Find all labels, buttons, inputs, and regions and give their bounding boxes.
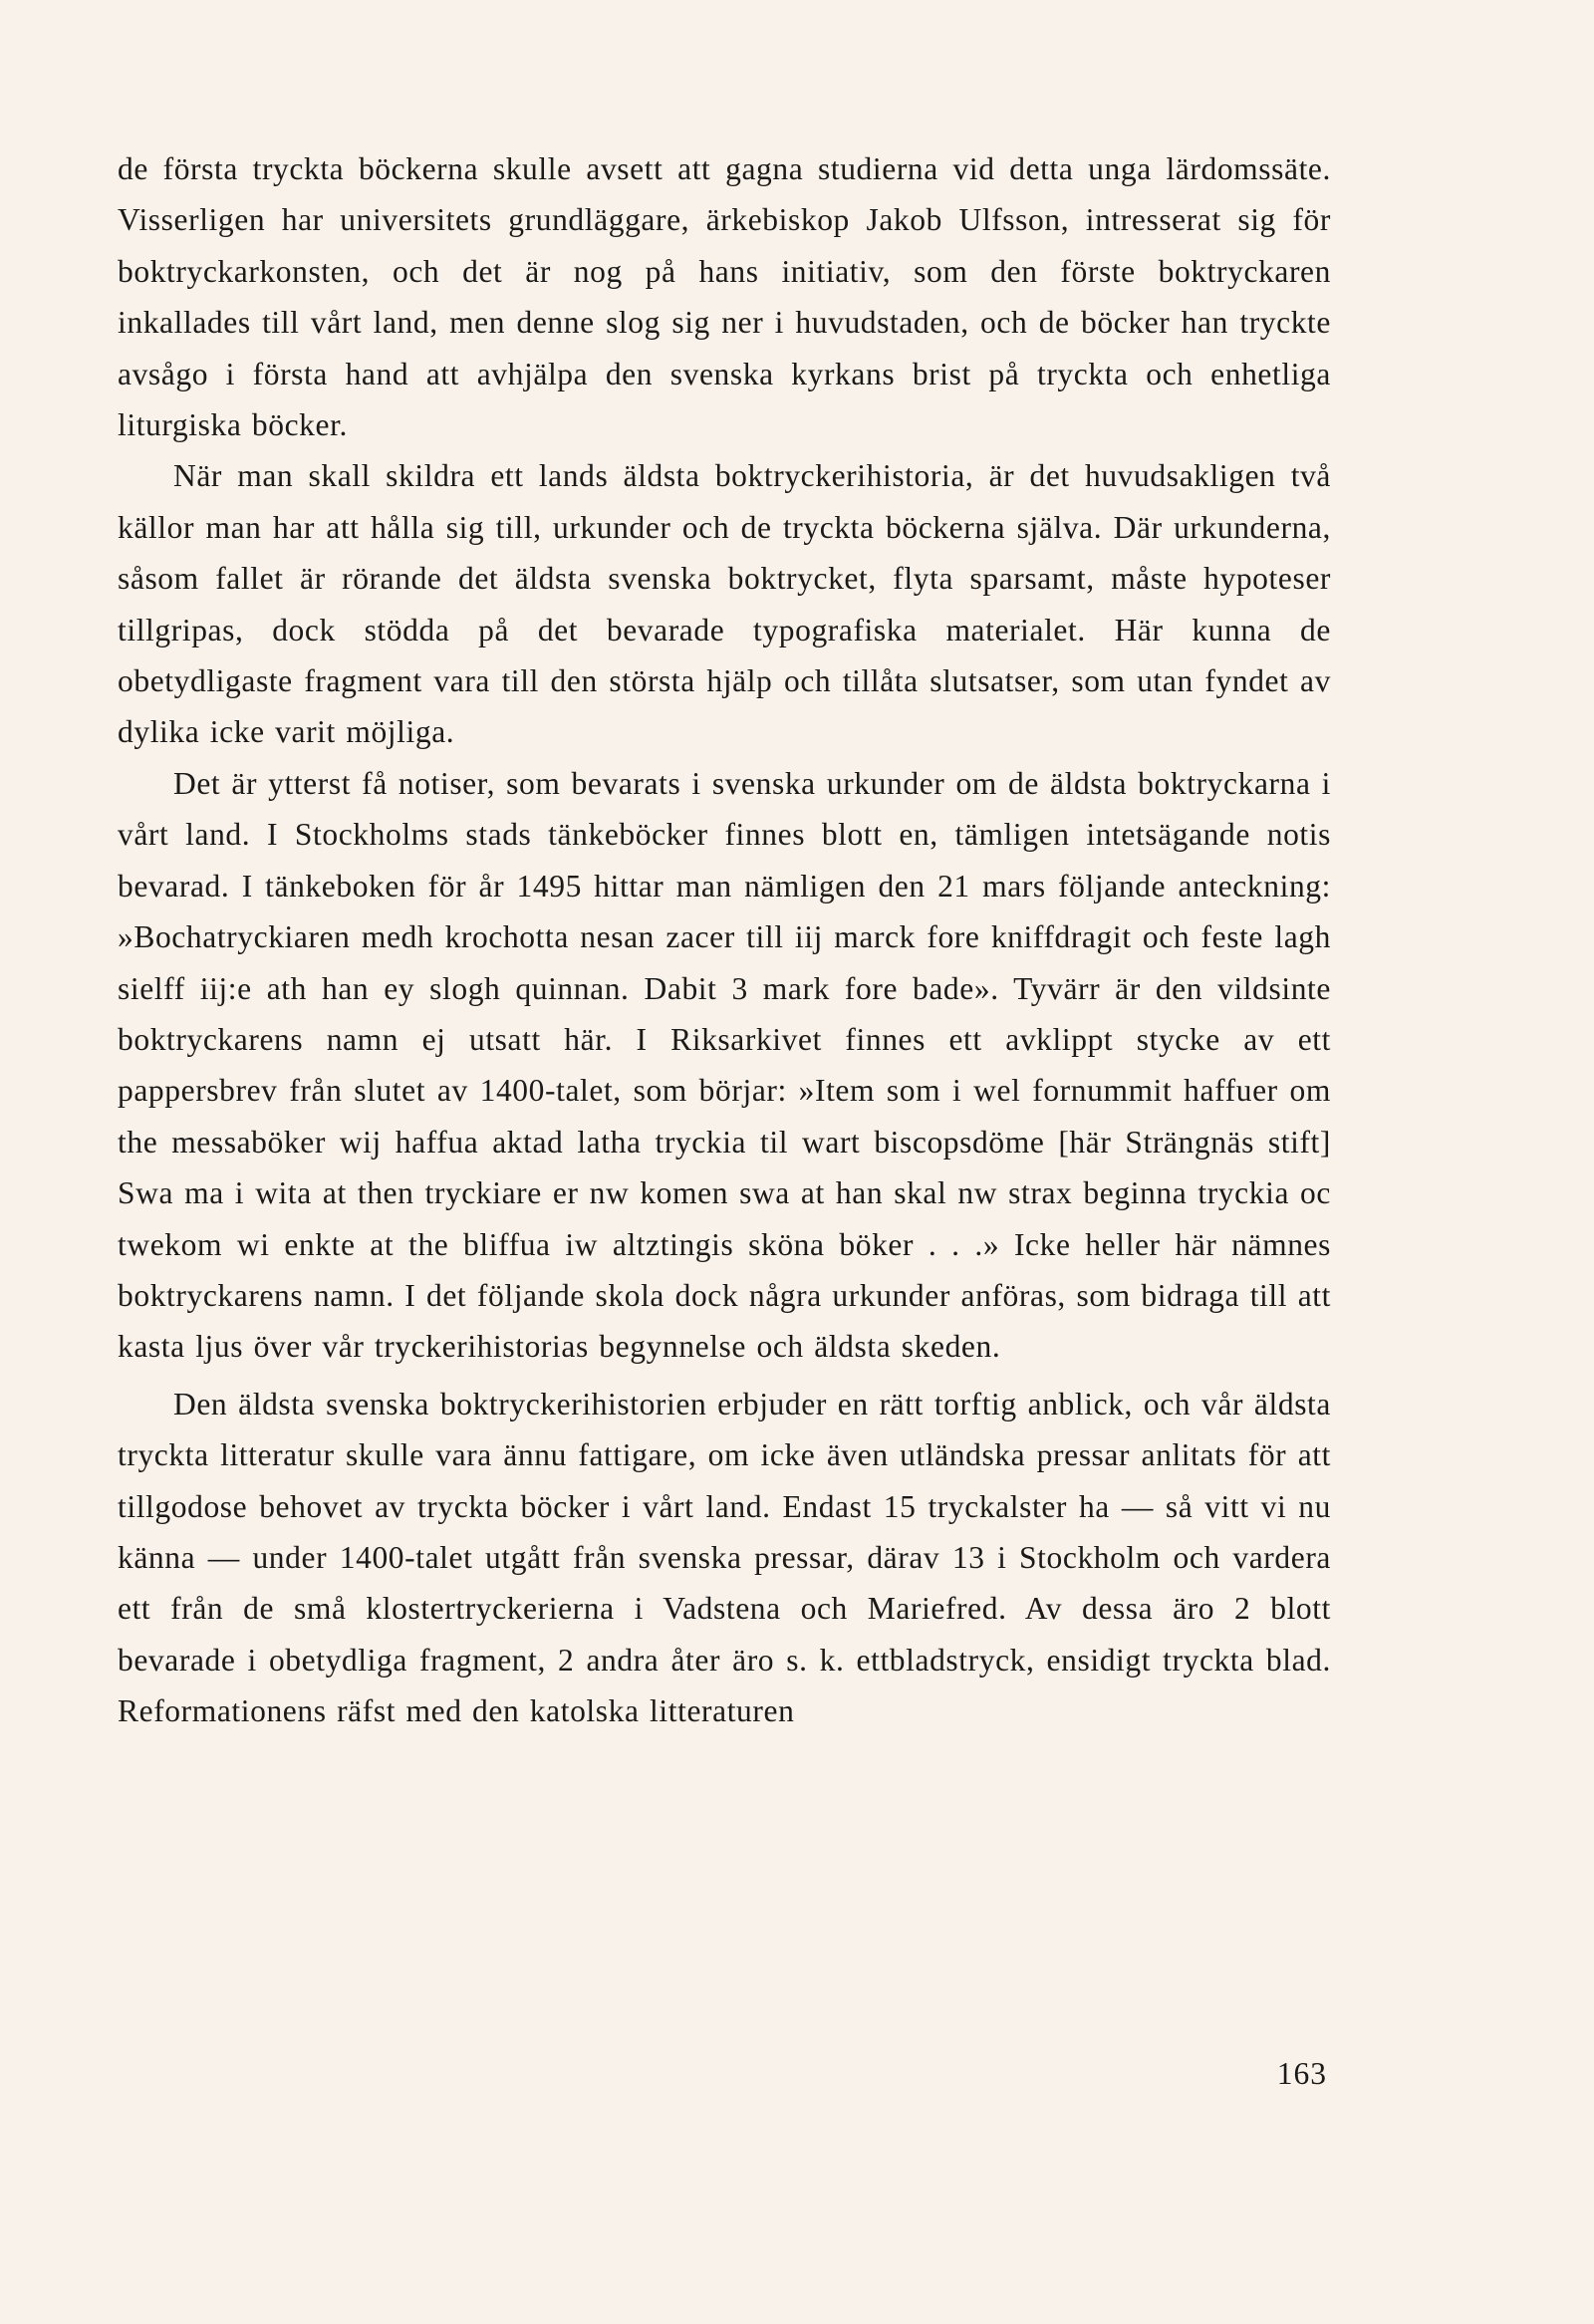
- paragraph-2: När man skall skildra ett lands äldsta boktryckerihistoria, är det huvudsakligen två källor man har att hålla sig till, urkunder och de tryckta böckerna själva. Där urkunderna, såsom fallet är rörande det äldsta svenska boktrycket, flyta sparsamt, måste hypoteser tillgripas, dock stödda på det bevarade typografiska materialet. Här kunna de obetydligaste fragment vara till den största hjälp och tillåta slutsatser, som utan fyndet av dylika icke varit möjliga.: [118, 458, 1331, 750]
- paragraph-3: Det är ytterst få notiser, som bevarats i svenska urkunder om de äldsta boktryckarna i vårt land. I Stockholms stads tänkeböcker finnes blott en, tämligen intetsägande notis bevarad. I tänkeboken för år 1495 hittar man nämligen den 21 mars följande anteckning: »Bochatryckiaren medh krochotta nesan zacer till iij marck fore kniffdragit och feste lagh sielff iij:e ath han ey slogh quinnan. Dabit 3 mark fore bade». Tyvärr är den vildsinte boktryckarens namn ej utsatt här. I Riksarkivet finnes ett avklippt stycke av ett pappersbrev från slutet av 1400-talet, som börjar: »Item som i wel fornummit haffuer om the messaböker wij haffua aktad latha tryckia til wart biscopsdöme [här Strängnäs stift] Swa ma i wita at then tryckiare er nw komen swa at han skal nw strax beginna tryckia oc twekom wi enkte at the bliffua iw altztingis sköna böker . . .» Icke heller här nämnes boktryckarens namn. I det följande skola dock några urkunder anföras, som bidraga till att kasta ljus över vår tryckerihistorias begynnelse och äldsta skeden.: [118, 765, 1331, 1365]
- paragraph-4: Den äldsta svenska boktryckerihistorien erbjuder en rätt torftig anblick, och vår äldsta tryckta litteratur skulle vara ännu fattigare, om icke även utländska pressar anlitats för att tillgodose behovet av tryckta böcker i vårt land. Endast 15 tryckalster ha — så vitt vi nu känna — under 1400-talet utgått från svenska pressar, därav 13 i Stockholm och vardera ett från de små klostertryckerierna i Vadstena och Mariefred. Av dessa äro 2 blott bevarade i obetydliga fragment, 2 andra åter äro s. k. ettbladstryck, ensidigt tryckta blad. Reformationens räfst med den katolska litteraturen: [118, 1386, 1331, 1729]
- page-number: 163: [1276, 2056, 1327, 2091]
- body-text: [118, 143, 1331, 1737]
- paragraph-1: de första tryckta böckerna skulle avsett att gagna studierna vid detta unga lärdomssäte. Visserligen har universitets grundläggare, ärkebiskop Jakob Ulfsson, intresserat sig för boktryckarkonsten, och det är nog på hans initiativ, som den förste boktryckaren inkallades till vårt land, men denne slog sig ner i huvudstaden, och de böcker han tryckte avsågo i första hand att avhjälpa den svenska kyrkans brist på tryckta och enhetliga liturgiska böcker.: [118, 151, 1331, 443]
